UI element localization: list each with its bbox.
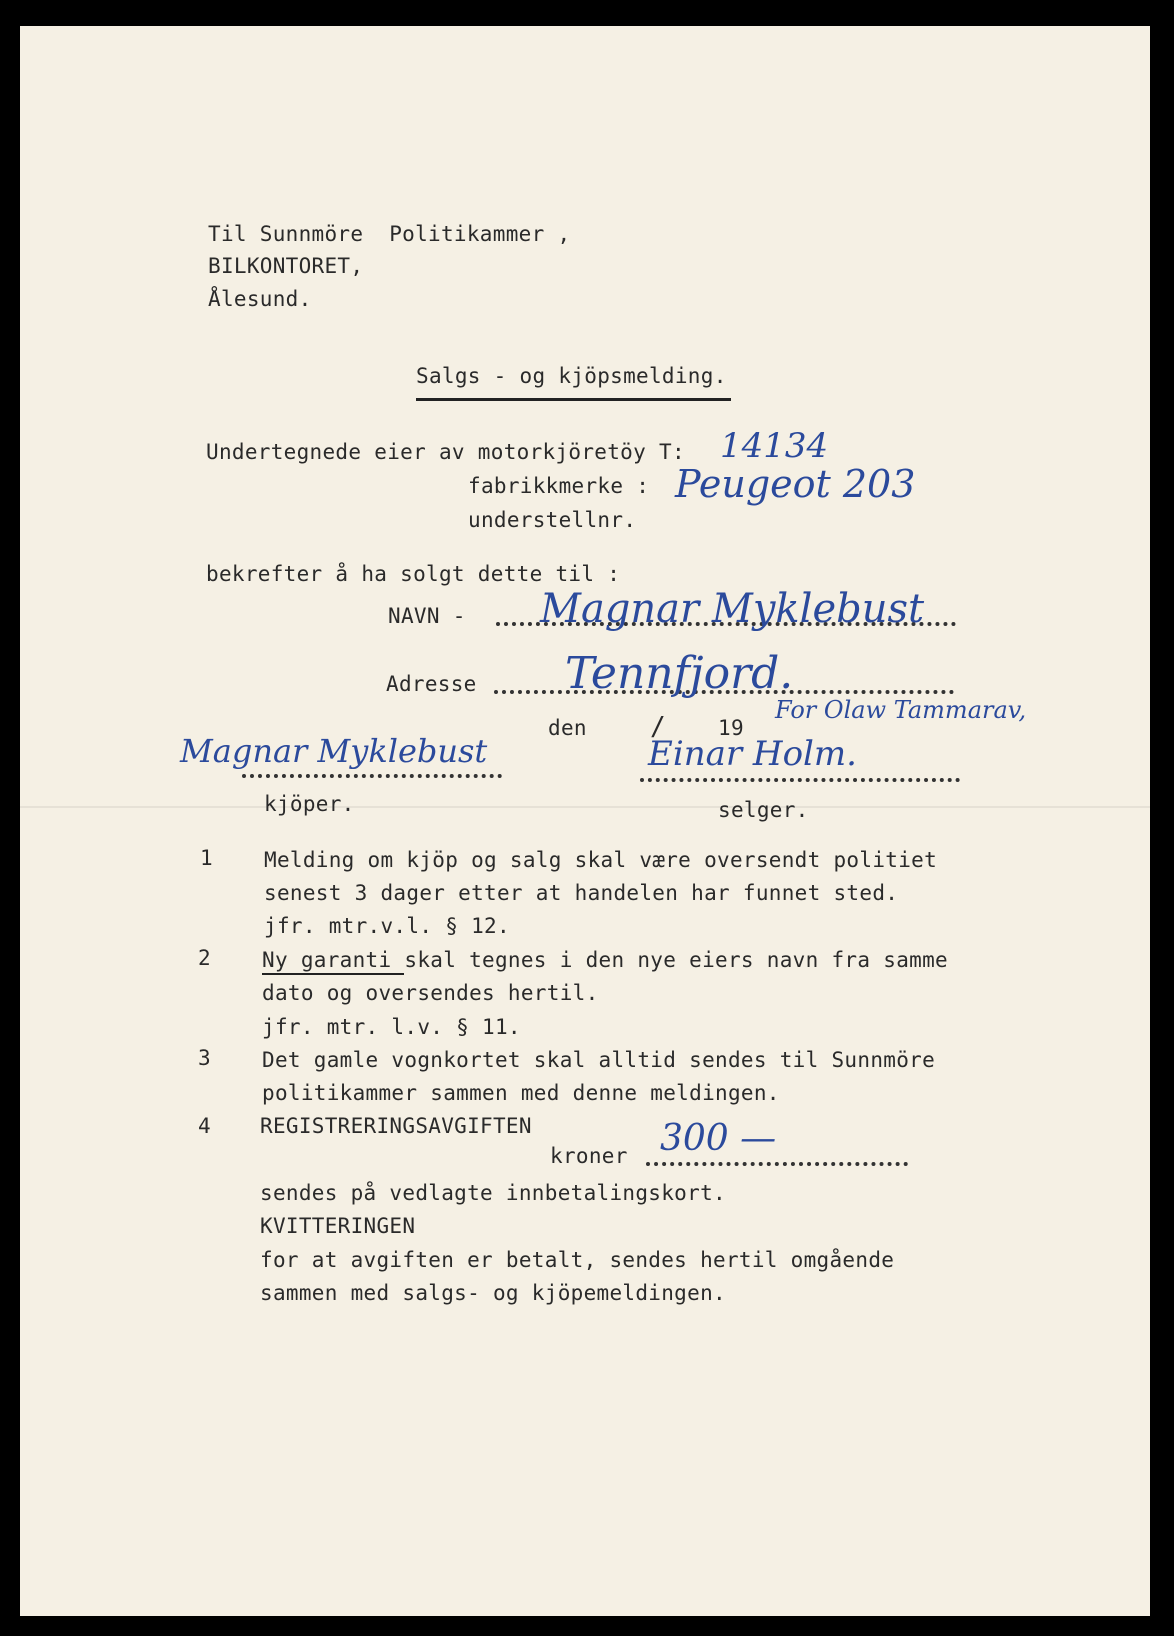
item-2-line-2: dato og oversendes hertil. (262, 981, 599, 1005)
address-line-1: Til Sunnmöre Politikammer , (208, 222, 571, 246)
footer-line-1: sendes på vedlagte innbetalingskort. (260, 1181, 726, 1205)
buyer-name-value: Magnar Myklebust (540, 586, 925, 632)
document-page (20, 26, 1150, 1616)
make-value: Peugeot 203 (675, 462, 916, 506)
date-slash: / (650, 712, 666, 742)
buyer-signature-line (242, 774, 502, 778)
fee-amount: 300 — (660, 1118, 777, 1159)
item-1-number: 1 (200, 846, 213, 870)
seller-signature-line (640, 778, 960, 782)
make-label: fabrikkmerke : (468, 474, 650, 498)
address-label: Adresse (386, 672, 477, 696)
item-3-line-1: Det gamle vognkortet skal alltid sendes til Sunnmöre (262, 1048, 936, 1072)
item-4-line-1: REGISTRERINGSAVGIFTEN (260, 1114, 532, 1138)
owner-label: Undertegnede eier av motorkjöretöy T: (206, 440, 685, 464)
title-underline (416, 398, 731, 401)
item-2-underline (262, 973, 404, 975)
date-den-label: den (548, 716, 587, 740)
seller-label: selger. (718, 798, 809, 822)
buyer-label: kjöper. (264, 792, 355, 816)
item-3-line-2: politikammer sammen med denne meldingen. (262, 1081, 780, 1105)
footer-line-4: sammen med salgs- og kjöpemeldingen. (260, 1281, 726, 1305)
footer-line-2: KVITTERINGEN (260, 1214, 416, 1238)
item-2-number: 2 (198, 946, 211, 970)
registration-number: 14134 (720, 426, 829, 466)
fold-line (20, 806, 1150, 808)
buyer-signature: Magnar Myklebust (180, 732, 488, 770)
footer-line-3: for at avgiften er betalt, sendes hertil omgående (260, 1248, 895, 1272)
document-title: Salgs - og kjöpsmelding. (416, 364, 727, 388)
item-1-line-2: senest 3 dager etter at handelen har funnet sted. (264, 881, 899, 905)
date-year-prefix: 19 (718, 716, 744, 740)
item-1-line-3: jfr. mtr.v.l. § 12. (264, 914, 510, 938)
item-3-number: 3 (198, 1046, 211, 1070)
name-label: NAVN - (388, 604, 466, 628)
item-4-number: 4 (198, 1114, 211, 1138)
buyer-address-value: Tennfjord. (565, 648, 794, 699)
item-2-line-3: jfr. mtr. l.v. § 11. (262, 1015, 521, 1039)
seller-signature: Einar Holm. (648, 734, 857, 774)
item-1-line-1: Melding om kjöp og salg skal være oversendt politiet (264, 848, 938, 872)
seller-note: For Olaw Tammarav, (775, 696, 1027, 724)
fee-dotted-line (646, 1162, 908, 1166)
address-line-3: Ålesund. (208, 287, 312, 311)
chassis-label: understellnr. (468, 508, 637, 532)
item-2-line-1: Ny garanti skal tegnes i den nye eiers navn fra samme (262, 948, 948, 972)
kroner-label: kroner (550, 1144, 628, 1168)
sold-to-label: bekrefter å ha solgt dette til : (206, 562, 621, 586)
address-line-2: BILKONTORET, (208, 254, 364, 278)
